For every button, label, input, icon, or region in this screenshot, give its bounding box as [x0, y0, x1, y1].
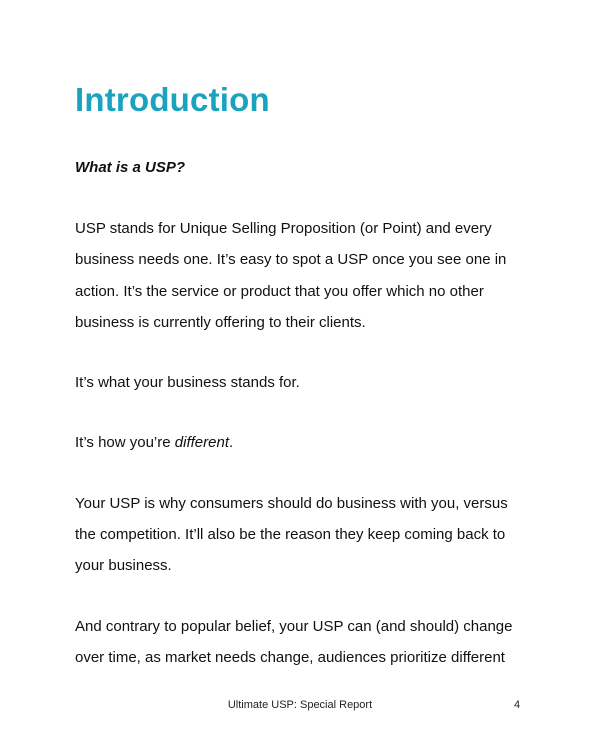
paragraph-5-line-1: And contrary to popular belief, your USP can (and should) change: [75, 618, 513, 635]
paragraph-4-line-2: the competition. It’ll also be the reason they keep coming back to: [75, 526, 506, 543]
paragraph-3-suffix: .: [228, 434, 234, 451]
paragraph-4-line-1: Your USP is why consumers should do business with you, versus: [75, 495, 508, 512]
page-title: Introduction: [75, 81, 270, 118]
paragraph-3-prefix: It’s how you’re: [75, 434, 175, 451]
paragraph-4-line-3: your business.: [75, 557, 172, 574]
paragraph-1-line-4: business is currently offering to their clients.: [75, 314, 366, 331]
paragraph-3-line-1: [75, 433, 233, 453]
paragraph-1-line-3: action. It’s the service or product that you offer which no other: [75, 283, 484, 300]
paragraph-2-line-1: It’s what your business stands for.: [75, 374, 300, 391]
paragraph-1-line-2: business needs one. It’s easy to spot a USP once you see one in: [75, 251, 507, 268]
footer-report-title: Ultimate USP: Special Report: [227, 699, 373, 711]
paragraph-1-line-1: USP stands for Unique Selling Proposition (or Point) and every: [75, 220, 492, 237]
paragraph-5-line-2: over time, as market needs change, audiences prioritize different: [75, 649, 505, 666]
footer-page-number: 4: [514, 699, 521, 711]
section-subheading: What is a USP?: [75, 159, 186, 176]
emphasis-different: different: [174, 434, 229, 451]
